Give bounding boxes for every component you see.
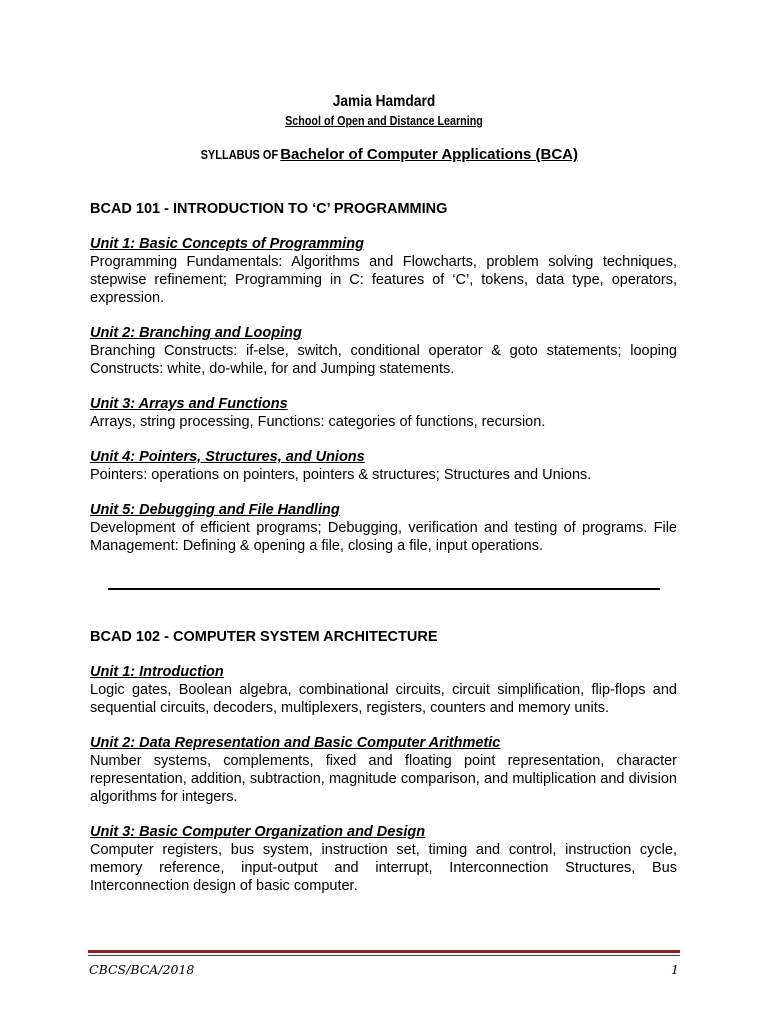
footer-document-code: CBCS/BCA/2018 xyxy=(89,962,195,977)
unit-heading: Unit 4: Pointers, Structures, and Unions xyxy=(90,449,365,465)
course-section-bcad-101 xyxy=(90,200,677,555)
unit-block xyxy=(90,663,677,717)
unit-heading: Unit 1: Introduction xyxy=(90,664,224,680)
unit-description: Computer registers, bus system, instruction set, timing and control, instruction cycle, memory reference, input-output and interrupt, Interconnection Structures, Bus Interconnection design of basic computer. xyxy=(90,842,677,894)
unit-block xyxy=(90,235,677,307)
unit-description: Arrays, string processing, Functions: categories of functions, recursion. xyxy=(90,414,546,430)
unit-block xyxy=(90,324,677,378)
unit-heading: Unit 3: Basic Computer Organization and Design xyxy=(90,824,426,840)
unit-description: Number systems, complements, fixed and floating point representation, character representation, addition, subtraction, magnitude comparison, and multiplication and division algorithms for integers. xyxy=(90,753,677,805)
footer-rule-thin xyxy=(88,955,680,956)
unit-description: Programming Fundamentals: Algorithms and Flowcharts, problem solving techniques, stepwise refinement; Programming in C: features of ‘C’, tokens, data type, operators, expression. xyxy=(90,254,677,306)
unit-description: Logic gates, Boolean algebra, combinational circuits, circuit simplification, flip-flops and sequential circuits, decoders, multiplexers, registers, counters and memory units. xyxy=(90,682,677,716)
unit-heading: Unit 2: Branching and Looping xyxy=(90,325,302,341)
syllabus-prefix: SYLLABUS OF xyxy=(200,148,279,162)
unit-block xyxy=(90,734,677,806)
unit-block xyxy=(90,823,677,895)
program-name: Bachelor of Computer Applications (BCA) xyxy=(280,146,578,163)
page-number: 1 xyxy=(671,962,679,977)
course-title: BCAD 102 - COMPUTER SYSTEM ARCHITECTURE xyxy=(90,629,438,645)
unit-heading: Unit 3: Arrays and Functions xyxy=(90,396,288,412)
unit-heading: Unit 1: Basic Concepts of Programming xyxy=(90,236,364,252)
section-divider xyxy=(108,588,660,590)
unit-block xyxy=(90,448,677,484)
course-title: BCAD 101 - INTRODUCTION TO ‘C’ PROGRAMMING xyxy=(90,201,448,217)
course-section-bcad-102 xyxy=(90,628,677,895)
institution-name: Jamia Hamdard xyxy=(332,93,436,110)
unit-description: Development of efficient programs; Debugging, verification and testing of programs. File Management: Defining & opening a file, closing a file, input operations. xyxy=(90,520,677,554)
unit-description: Pointers: operations on pointers, pointers & structures; Structures and Unions. xyxy=(90,467,592,483)
unit-heading: Unit 2: Data Representation and Basic Computer Arithmetic xyxy=(90,735,501,751)
school-name: School of Open and Distance Learning xyxy=(285,114,483,128)
unit-description: Branching Constructs: if-else, switch, conditional operator & goto statements; looping Constructs: white, do-while, for and Jumping statements. xyxy=(90,343,677,377)
footer-rule-thick xyxy=(88,950,680,953)
unit-heading: Unit 5: Debugging and File Handling xyxy=(90,502,340,518)
syllabus-title xyxy=(0,146,768,163)
unit-block xyxy=(90,501,677,555)
unit-block xyxy=(90,395,677,431)
